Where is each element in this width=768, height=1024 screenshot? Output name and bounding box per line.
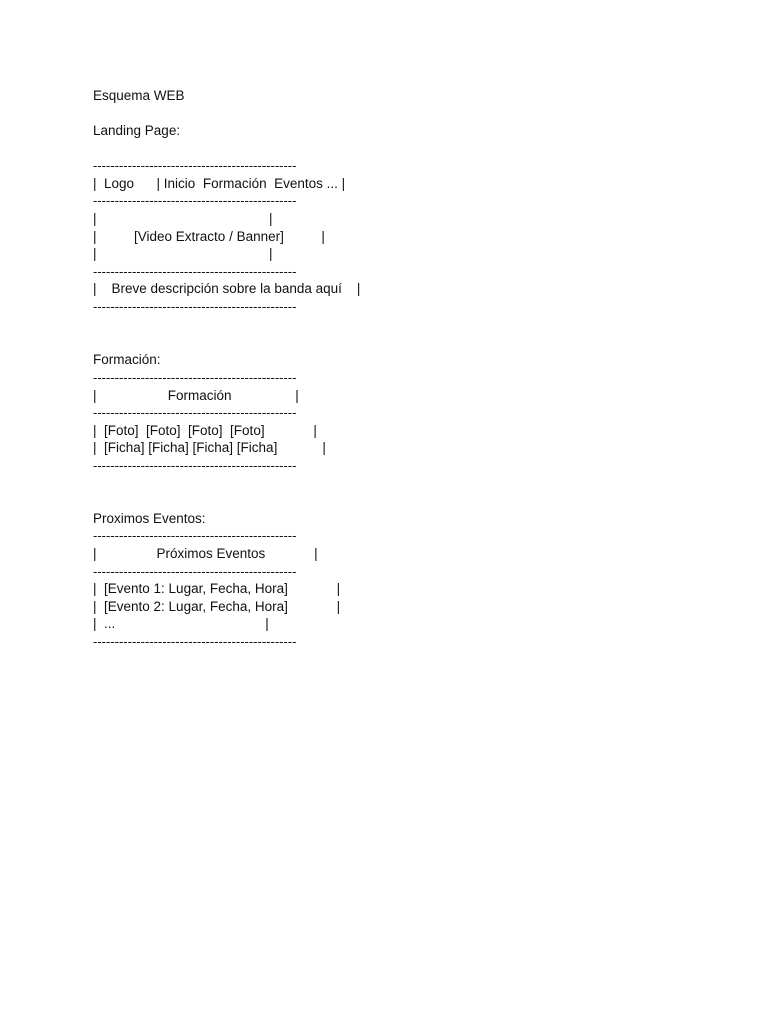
eventos-divider: ----------------------------------------------- xyxy=(93,634,297,649)
landing-divider: ----------------------------------------------- xyxy=(93,299,297,314)
document-title: Esquema WEB xyxy=(93,88,185,103)
eventos-heading: Proximos Eventos: xyxy=(93,511,206,526)
formacion-fotos-row: | [Foto] [Foto] [Foto] [Foto] | xyxy=(93,423,317,438)
landing-nav-row: | Logo | Inicio Formación Eventos ... | xyxy=(93,176,346,191)
landing-divider: ----------------------------------------------- xyxy=(93,264,297,279)
landing-divider: ----------------------------------------------- xyxy=(93,193,297,208)
landing-divider: ----------------------------------------------- xyxy=(93,158,297,173)
landing-heading: Landing Page: xyxy=(93,123,181,138)
formacion-heading: Formación: xyxy=(93,352,161,367)
eventos-item-row: | [Evento 1: Lugar, Fecha, Hora] | xyxy=(93,581,341,596)
eventos-divider: ----------------------------------------------- xyxy=(93,528,297,543)
landing-empty-row: | | xyxy=(93,246,273,261)
eventos-title-row: | Próximos Eventos | xyxy=(93,546,318,561)
landing-empty-row: | | xyxy=(93,211,273,226)
formacion-divider: ----------------------------------------------- xyxy=(93,458,297,473)
eventos-item-row: | [Evento 2: Lugar, Fecha, Hora] | xyxy=(93,599,341,614)
formacion-divider: ----------------------------------------------- xyxy=(93,405,297,420)
eventos-divider: ----------------------------------------------- xyxy=(93,564,297,579)
landing-description-row: | Breve descripción sobre la banda aquí | xyxy=(93,281,361,296)
landing-banner-row: | [Video Extracto / Banner] | xyxy=(93,229,325,244)
formacion-divider: ----------------------------------------------- xyxy=(93,370,297,385)
formacion-title-row: | Formación | xyxy=(93,388,299,403)
formacion-fichas-row: | [Ficha] [Ficha] [Ficha] [Ficha] | xyxy=(93,440,326,455)
eventos-ellipsis-row: | ... | xyxy=(93,616,269,631)
